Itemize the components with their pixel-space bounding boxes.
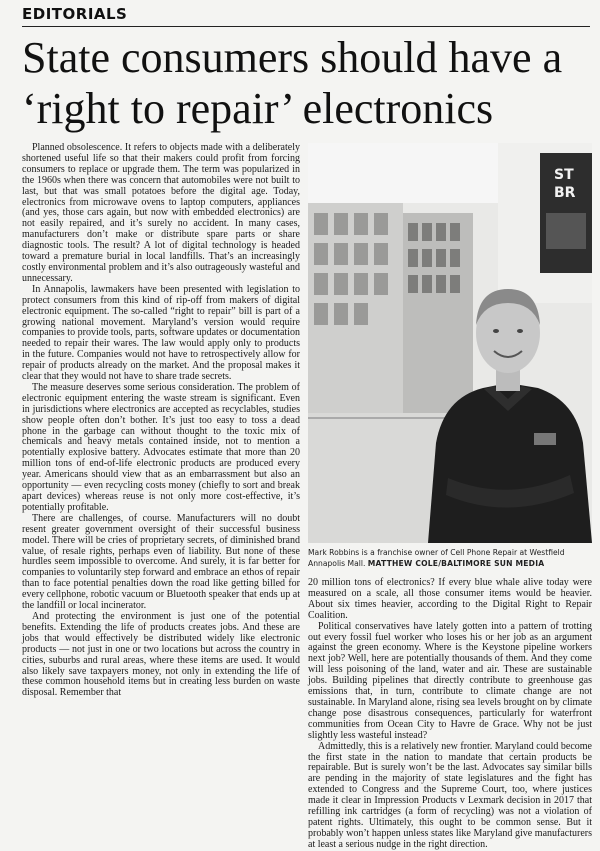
photo-caption xyxy=(308,547,592,569)
section-label: EDITORIALS xyxy=(22,5,128,23)
section-rule xyxy=(22,26,590,27)
svg-text:ST: ST xyxy=(554,167,574,183)
paragraph: And protecting the environment is just one of the potential benefits. Extending the life of products creates jobs. And these are jobs that would effectively be distributed widely like electronic products — not just in one or two locations but across the country in cities, suburbs and rural areas, where these items are used. It would also likely save taxpayers money, not only in extending the life of these common household items but in creating less burden on waste disposal. Remember that xyxy=(22,610,300,699)
paragraph: Political conservatives have lately gotten into a pattern of trotting out every fossil fuel worker who loses his or her job as an argument against the green economy. Where is the Keystone pipeline workers next job? Well, here are potentially thousands of them. And they come will less poisoning of the land, water and air. These are sustainable jobs. Building pipelines that directly contribute to greenhouse gas emissions that, in turn, contribute to climate change are not sustainable. In Maryland alone, rising sea levels brought on by climate change pose disastrous consequences, particularly for waterfront communities from Ocean City to Havre de Grace. Why not be just slightly less wasteful instead? xyxy=(308,620,592,741)
caption-text: Mark Robbins is a franchise owner of Cell Phone Repair at Westfield Annapolis Mall. xyxy=(308,548,565,568)
left-column xyxy=(22,143,300,728)
paragraph: Admittedly, this is a relatively new frontier. Maryland could become the first state in the nation to mandate that certain products be repairable. But is surely won’t be the last. Advocates say similar bills are pending in the majority of state legislatures and the fight has extended to Congress and the Supreme Court, too, where justices made it clear in Impression Products v Lexmark decision in 2017 that refilling ink cartridges (a form of recycling) was not a violation of patent rights. Ultimately, this ought to be common sense. But it probably won’t happen unless states like Maryland give manufacturers at least a serious nudge in the right direction. xyxy=(308,740,592,850)
article-photo xyxy=(308,143,592,543)
headline: State consumers should have a ‘right to repair’ electronics xyxy=(22,33,563,133)
paragraph: The measure deserves some serious consideration. The problem of electronic equipment entering the waste stream is significant. Even in jurisdictions where electronics are accepted as recyclables, studies show people often don’t bother. It’s just too easy to toss a dead phone in the garbage can without thought to the toxic mix of chemicals and heavy metals contained inside, not to mention a potentially explosive battery. Advocates estimate that more than 20 million tons of end-of-life electronic products are produced every year. Americans should view that as an embarrassment but also an opportunity — even recycling costs money (chiefly to sort and break apart devices) whereas reuse is not only more cost-effective, it’s potentially profitable. xyxy=(22,381,300,513)
paragraph: There are challenges, of course. Manufacturers will no doubt resent greater government oversight of their successful business model. There will be cries of proprietary secrets, of diminished brand value, of resale rights, perhaps even of liability. But none of these hurdles seem impossible to overcome. And surely, it is far better for companies to voluntarily step forward and embrace an ethos of repair than to face potential penalties down the road like getting billed for every cellphone, robotic vacuum or Bluetooth speaker that ends up at the landfill or local incinerator. xyxy=(22,512,300,612)
photo-credit: MATTHEW COLE/BALTIMORE SUN MEDIA xyxy=(367,559,545,568)
paragraph: In Annapolis, lawmakers have been presented with legislation to protect consumers from this kind of rip-off from makers of digital electronic equipment. The so-called “right to repair” bill is part of a growing national movement. Maryland’s version would require companies to provide tools, parts, software updates or documentation needed to repair their wares. The law would apply only to products in the future. Companies would not have to retrospectively allow for repair of products already on the market. And the proposal makes it clear that they would not have to share trade secrets. xyxy=(22,283,300,383)
paragraph: Planned obsolescence. It refers to objects made with a deliberately shortened useful life so that their makers could profit from forcing consumers to replace or upgrade them. The term was popularized in the 1960s when there was concern that automobiles were not built to last, but that was small potatoes before the digital age. Today, electronics from microwave ovens to laptop computers, appliances (and yes, those cars again, but now with embedded electronics) are not easily repaired, and it’s surely no accident. In many cases, manufacturers don’t make or distribute spare parts or share diagnostic tools. The result? A lot of digital technology is headed toward a premature burial in local landfills. That’s an increasingly costly environmental problem and it’s also outrageously wasteful and unnecessary. xyxy=(22,142,300,284)
paragraph: 20 million tons of electronics? If every blue whale alive today were measured on a scale, all those consumer items would be heavier. About six times heavier, according to the Digital Right to Repair Coalition. xyxy=(308,577,592,621)
right-column xyxy=(308,577,592,850)
svg-text:BR: BR xyxy=(554,185,576,201)
